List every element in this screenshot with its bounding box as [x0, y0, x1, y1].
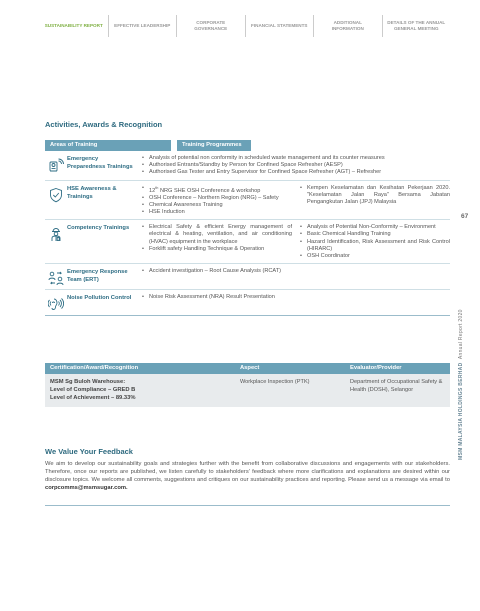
divider	[45, 505, 450, 506]
side-brand: MSM MALAYSIA HOLDINGS BERHAD	[458, 362, 464, 460]
training-area-label: Noise Pollution Control	[67, 295, 132, 302]
programme-item: • Accident investigation – Root Cause Analysis (RCAT)	[142, 268, 450, 275]
programme-column	[142, 268, 450, 286]
header-areas-of-training: Areas of Training	[45, 140, 171, 151]
nav-additional-information[interactable]: ADDITIONAL INFORMATION	[313, 15, 382, 37]
top-navigation	[40, 15, 450, 37]
worker-icon	[45, 224, 67, 260]
header-aspect: Aspect	[240, 365, 260, 371]
programme-column	[142, 185, 292, 217]
evaluator-cell: Department of Occupational Safety & Health (DOSH), Selangor	[350, 379, 443, 393]
programme-item: • Chemical Awareness Training	[142, 202, 292, 209]
programme-item: • Analysis of potential non conformity in scheduled waste management and its counter measures	[142, 155, 450, 162]
programme-item: • Hazard Identification, Risk Assessment and Risk Control (HIRARC)	[300, 239, 450, 253]
cert-line: Level of Achievement – 89.33%	[50, 395, 136, 401]
programme-item: • Kempen Keselamatan dan Kesihatan Pekerjaan 2020. "Keselamatan Jalan Raya" Bersama Jabatan Pengangkutan Jalan (JPJ) Malaysia	[300, 185, 450, 207]
table-row	[45, 151, 450, 181]
section-title: Activities, Awards & Recognition	[45, 120, 163, 129]
team-icon	[45, 268, 67, 286]
table-row	[45, 374, 450, 407]
programme-column	[142, 224, 292, 260]
certification-table-header	[45, 363, 450, 374]
training-area-label: Emergency Response Team (ERT)	[67, 269, 128, 284]
table-row	[45, 220, 450, 264]
programme-column	[300, 224, 450, 260]
nav-sustainability-report[interactable]: SUSTAINABILITY REPORT	[44, 23, 103, 29]
noise-icon	[45, 294, 67, 312]
header-certification: Certification/Award/Recognition	[50, 365, 139, 371]
training-table-header	[45, 140, 450, 151]
nav-effective-leadership[interactable]: EFFECTIVE LEADERSHIP	[108, 15, 177, 37]
programme-column	[300, 185, 450, 217]
programme-item: • Analysis of Potential Non-Conformity – Environment	[300, 224, 450, 231]
programme-item: • Basic Chemical Handling Training	[300, 231, 450, 238]
training-table	[45, 140, 450, 316]
training-programmes	[142, 185, 450, 217]
cert-line: Level of Compliance – GRED B	[50, 387, 136, 393]
programme-column	[142, 155, 450, 177]
header-training-programmes: Training Programmes	[177, 140, 251, 151]
certification-table	[45, 363, 450, 407]
programme-item: • OSH Conference – Northern Region (NRG) – Safety	[142, 195, 292, 202]
programme-item: • Noise Risk Assessment (NRA) Result Presentation	[142, 294, 450, 301]
side-report-label: Annual Report 2020	[458, 309, 464, 360]
training-area-label: Competency Trainings	[67, 225, 130, 232]
training-programmes	[142, 224, 450, 260]
programme-item: • 12th NRG SHE OSH Conference & workshop	[142, 185, 292, 195]
training-area-label: Emergency Preparedness Trainings	[67, 156, 133, 170]
table-row	[45, 264, 450, 290]
training-area-label: HSE Awareness & Trainings	[67, 185, 117, 200]
shield-check-icon	[45, 185, 67, 217]
emergency-alarm-icon	[45, 155, 67, 177]
programme-item: • Electrical Safety & efficient Energy management of electrical & heating, ventilation, and air conditioning (HVAC) equipment in the workplace	[142, 224, 292, 246]
table-row	[45, 181, 450, 221]
training-programmes	[142, 268, 450, 286]
training-programmes	[142, 294, 450, 312]
feedback-email-link[interactable]: corpcomms@msmsugar.com.	[45, 485, 128, 491]
page-number: 67	[461, 213, 469, 220]
side-running-title	[458, 140, 464, 460]
programme-item: • HSE Induction	[142, 209, 292, 216]
certification-cell	[45, 378, 235, 402]
programme-column	[142, 294, 450, 312]
programme-item: • OSH Coordinator	[300, 253, 450, 260]
programme-item: • Authorised Gas Tester and Entry Supervisor for Confined Space Refresher (AGT) – Refresher	[142, 169, 450, 176]
header-evaluator: Evaluator/Provider	[350, 365, 402, 371]
feedback-title: We Value Your Feedback	[45, 447, 133, 456]
programme-item: • Authorised Entrants/Standby by Person for Confined Space Refresher (AESP)	[142, 162, 450, 169]
programme-item: • Forklift safety Handling Technique & Operation	[142, 246, 292, 253]
aspect-cell: Workplace Inspection (PTK)	[240, 379, 310, 385]
feedback-paragraph	[45, 460, 450, 492]
table-row	[45, 290, 450, 316]
nav-financial-statements[interactable]: FINANCIAL STATEMENTS	[245, 15, 314, 37]
training-programmes	[142, 155, 450, 177]
nav-agm-details[interactable]: DETAILS OF THE ANNUAL GENERAL MEETING	[382, 15, 451, 37]
feedback-text: We aim to develop our sustainability goals and strategies further with the benefit from collaborative discussions and engagements with our stakeholders. Therefore, once our reports are published, we listen carefully to stakeholders' feedback where more clarifications and explanations are desired within our disclosure topics. We welcome all comments, suggestions and critiques on our sustainability practices and reporting. Please send us a message via email to	[45, 461, 450, 483]
nav-corporate-governance[interactable]: CORPORATE GOVERNANCE	[176, 15, 245, 37]
cert-line: MSM Sg Buloh Warehouse:	[50, 379, 126, 385]
